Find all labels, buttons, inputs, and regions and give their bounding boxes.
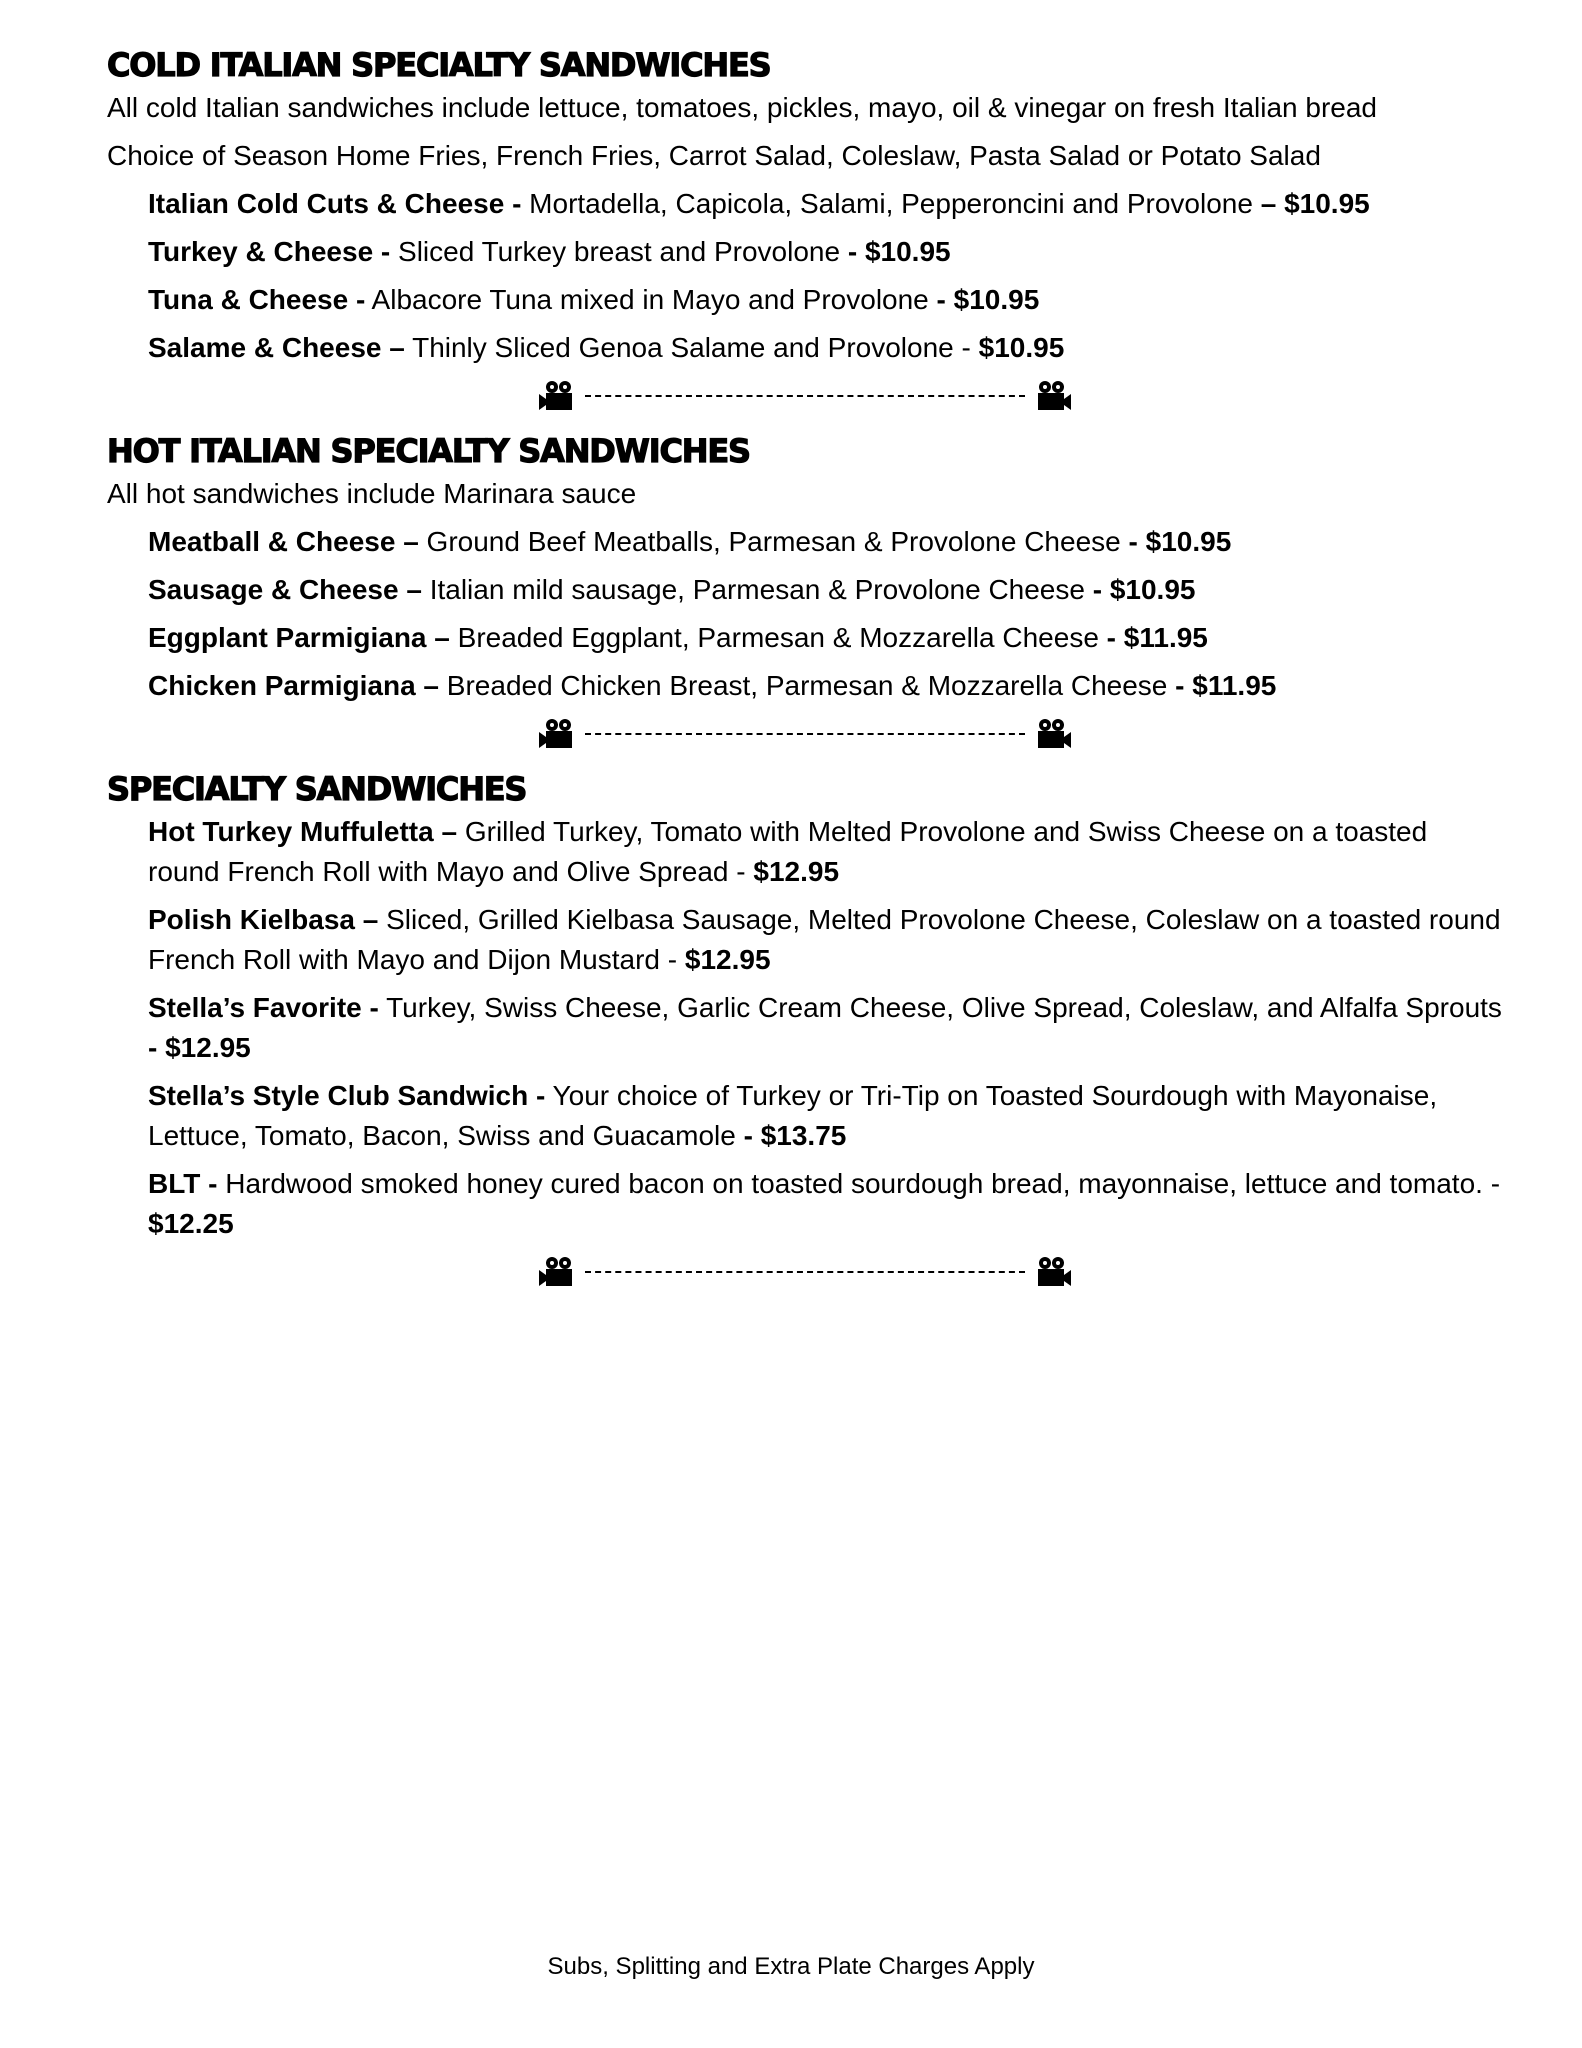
footer-note: Subs, Splitting and Extra Plate Charges Apply (547, 1953, 1035, 1980)
section-title: SPECIALTY SANDWICHES (107, 770, 527, 808)
section-description: All hot sandwiches include Marinara sauce (107, 478, 637, 509)
item-price: – $10.95 (1260, 188, 1370, 219)
item-description: Breaded Eggplant, Parmesan & Mozzarella Cheese (449, 622, 1107, 653)
movie-camera-icon (1029, 380, 1071, 412)
item-description: Grilled Turkey, Tomato with Melted Provolone and Swiss Cheese on a toasted round French Roll with Mayo and Olive Spread - (148, 816, 1428, 887)
item-name: Chicken Parmigiana – (148, 670, 440, 701)
item-price: - $10.95 (1128, 526, 1232, 557)
section-title: HOT ITALIAN SPECIALTY SANDWICHES (107, 432, 750, 470)
item-description: Albacore Tuna mixed in Mayo and Provolone (365, 284, 937, 315)
movie-camera-icon (1029, 718, 1071, 750)
menu-item (107, 618, 1502, 658)
item-description: Mortadella, Capicola, Salami, Pepperoncini and Provolone (521, 188, 1261, 219)
item-name: Meatball & Cheese – (148, 526, 419, 557)
item-price: - $10.95 (847, 236, 951, 267)
item-description: Sliced Turkey breast and Provolone (390, 236, 848, 267)
item-description: Breaded Chicken Breast, Parmesan & Mozzarella Cheese (439, 670, 1176, 701)
item-name: Sausage & Cheese – (148, 574, 422, 605)
menu-item-list (107, 184, 1502, 368)
menu-item (107, 1076, 1502, 1156)
item-name: Tuna & Cheese - (148, 284, 366, 315)
item-description: Sliced, Grilled Kielbasa Sausage, Melted Provolone Cheese, Coleslaw on a toasted round French Roll with Mayo and Dijon Mustard - (148, 904, 1501, 975)
item-price: - $13.75 (743, 1120, 847, 1151)
item-description: Ground Beef Meatballs, Parmesan & Provolone Cheese (418, 526, 1129, 557)
section-cold-italian (107, 44, 1502, 368)
menu-item (107, 184, 1502, 224)
item-description: Italian mild sausage, Parmesan & Provolone Cheese (421, 574, 1093, 605)
menu-item-list (107, 522, 1502, 706)
item-name: BLT - (148, 1168, 218, 1199)
dashed-line (585, 395, 1025, 397)
dashed-line (585, 1271, 1025, 1273)
item-description: Turkey, Swiss Cheese, Garlic Cream Cheese, Olive Spread, Coleslaw, and Alfalfa Sprouts (378, 992, 1502, 1023)
menu-item (107, 522, 1502, 562)
movie-camera-icon (539, 380, 581, 412)
item-name: Stella’s Style Club Sandwich - (148, 1080, 546, 1111)
item-name: Polish Kielbasa – (148, 904, 379, 935)
section-description: Choice of Season Home Fries, French Fries, Carrot Salad, Coleslaw, Pasta Salad or Potato Salad (107, 140, 1321, 171)
item-name: Salame & Cheese – (148, 332, 405, 363)
menu-item (107, 570, 1502, 610)
menu-page (107, 44, 1502, 1306)
item-name: Hot Turkey Muffuletta – (148, 816, 458, 847)
menu-item (107, 328, 1502, 368)
section-hot-italian (107, 430, 1502, 706)
item-description: Thinly Sliced Genoa Salame and Provolone - (404, 332, 979, 363)
item-name: Stella’s Favorite - (148, 992, 379, 1023)
item-price: $12.25 (148, 1208, 234, 1239)
section-title: COLD ITALIAN SPECIALTY SANDWICHES (107, 46, 771, 84)
section-description: All cold Italian sandwiches include lettuce, tomatoes, pickles, mayo, oil & vinegar on fresh Italian bread (107, 92, 1378, 123)
menu-item (107, 666, 1502, 706)
item-price: - $12.95 (148, 1032, 251, 1063)
item-description: Hardwood smoked honey cured bacon on toasted sourdough bread, mayonnaise, lettuce and tomato. - (217, 1168, 1501, 1199)
item-price: $12.95 (753, 856, 840, 887)
movie-camera-icon (539, 718, 581, 750)
menu-item (107, 988, 1502, 1068)
movie-camera-icon (1029, 1256, 1071, 1288)
dashed-line (585, 733, 1025, 735)
item-name: Eggplant Parmigiana – (148, 622, 450, 653)
item-price: - $11.95 (1106, 622, 1208, 653)
item-price: - $11.95 (1175, 670, 1277, 701)
movie-camera-icon (539, 1256, 581, 1288)
item-price: - $10.95 (1092, 574, 1196, 605)
section-divider (107, 714, 1502, 754)
menu-item (107, 1164, 1502, 1244)
menu-item (107, 812, 1502, 892)
menu-item (107, 232, 1502, 272)
item-name: Turkey & Cheese - (148, 236, 391, 267)
item-description: Your choice of Turkey or Tri-Tip on Toasted Sourdough with Mayonaise, Lettuce, Tomato, Bacon, Swiss and Guacamole (148, 1080, 1438, 1151)
item-price: $12.95 (684, 944, 771, 975)
menu-item (107, 280, 1502, 320)
item-price: - $10.95 (936, 284, 1040, 315)
section-divider (107, 376, 1502, 416)
section-divider (107, 1252, 1502, 1292)
menu-item-list (107, 812, 1502, 1244)
item-name: Italian Cold Cuts & Cheese - (148, 188, 522, 219)
item-price: $10.95 (978, 332, 1065, 363)
section-specialty (107, 768, 1502, 1244)
menu-item (107, 900, 1502, 980)
